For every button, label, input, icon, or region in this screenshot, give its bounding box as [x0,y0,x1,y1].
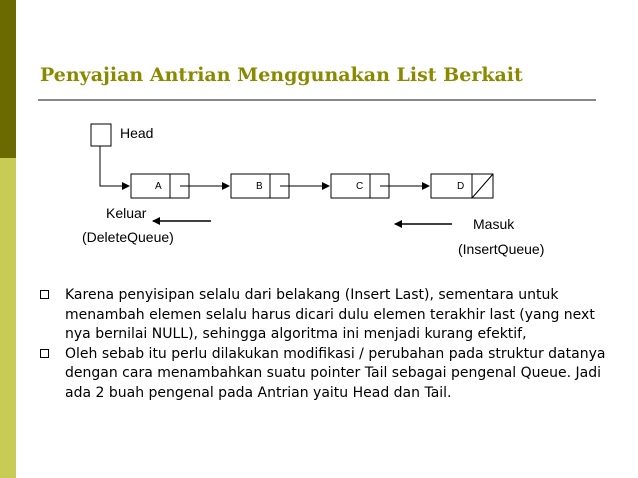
bullet-item [40,286,610,345]
delete-queue-label: (DeleteQueue) [82,229,174,245]
node-b-label: B [256,181,263,192]
keluar-label: Keluar [106,205,147,221]
bullet-item [40,345,610,404]
head-pointer-arrow [100,146,129,186]
insert-queue-label: (InsertQueue) [458,241,545,257]
head-label: Head [120,125,154,141]
bullet-text: Oleh sebab itu perlu dilakukan modifikasi / perubahan pada struktur datanya dengan cara menambahkan suatu pointer Tail sebagai pengenal Queue. Jadi ada 2 buah pengenal pada Antrian yaitu Head dan Tail. [65,345,606,401]
node-d-label: D [457,181,465,192]
slide-title: Penyajian Antrian Menggunakan List Berkait [40,64,523,86]
node-a-label: A [155,181,162,192]
square-bullet-icon [40,349,49,358]
node-d [431,174,493,198]
node-c-label: C [356,181,364,192]
bullet-list [40,286,610,403]
square-bullet-icon [40,290,49,299]
bullet-text: Karena penyisipan selalu dari belakang (Insert Last), sementara untuk menambah elemen selalu harus dicari dulu elemen terakhir last (yang next nya bernilai NULL), sehingga algoritma ini menjadi kurang efektif, [65,287,595,342]
masuk-label: Masuk [473,216,515,232]
head-pointer-box [91,124,111,146]
